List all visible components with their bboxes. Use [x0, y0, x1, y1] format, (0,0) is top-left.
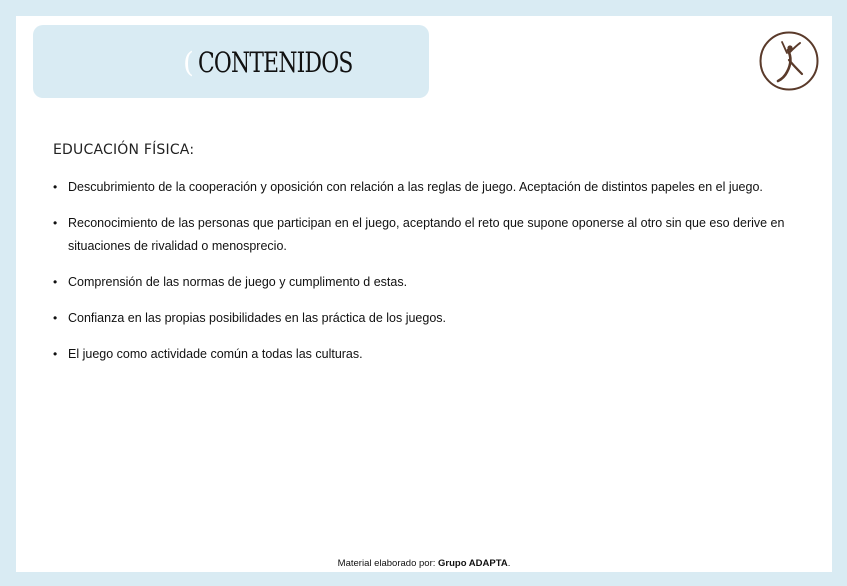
page-title: CONTENIDOS — [197, 46, 353, 79]
header-box — [33, 25, 429, 98]
list-item: • Confianza en las propias posibilidades en las práctica de los juegos. — [53, 307, 803, 330]
dancer-logo-icon — [758, 30, 820, 92]
section-title: EDUCACIÓN FÍSICA: — [53, 142, 195, 158]
slide-page — [16, 16, 832, 572]
footer-suffix: . — [507, 558, 511, 569]
list-item: • Descubrimiento de la cooperación y oposición con relación a las reglas de juego. Aceptación de distintos papeles en el juego. — [53, 176, 803, 199]
list-item: • Reconocimiento de las personas que participan en el juego, aceptando el reto que supone oponerse al otro sin que eso derive en situaciones de rivalidad o menosprecio. — [53, 212, 803, 258]
footer-credit — [16, 558, 832, 569]
list-item: • Comprensión de las normas de juego y cumplimento d estas. — [53, 271, 803, 294]
title-wrap — [183, 46, 396, 79]
footer-prefix: Material elaborado por: — [337, 558, 439, 569]
content-list — [53, 176, 803, 379]
list-item: • El juego como actividade común a todas las culturas. — [53, 343, 803, 366]
title-paren: ( — [183, 46, 194, 79]
footer-group: Grupo ADAPTA — [438, 558, 508, 569]
